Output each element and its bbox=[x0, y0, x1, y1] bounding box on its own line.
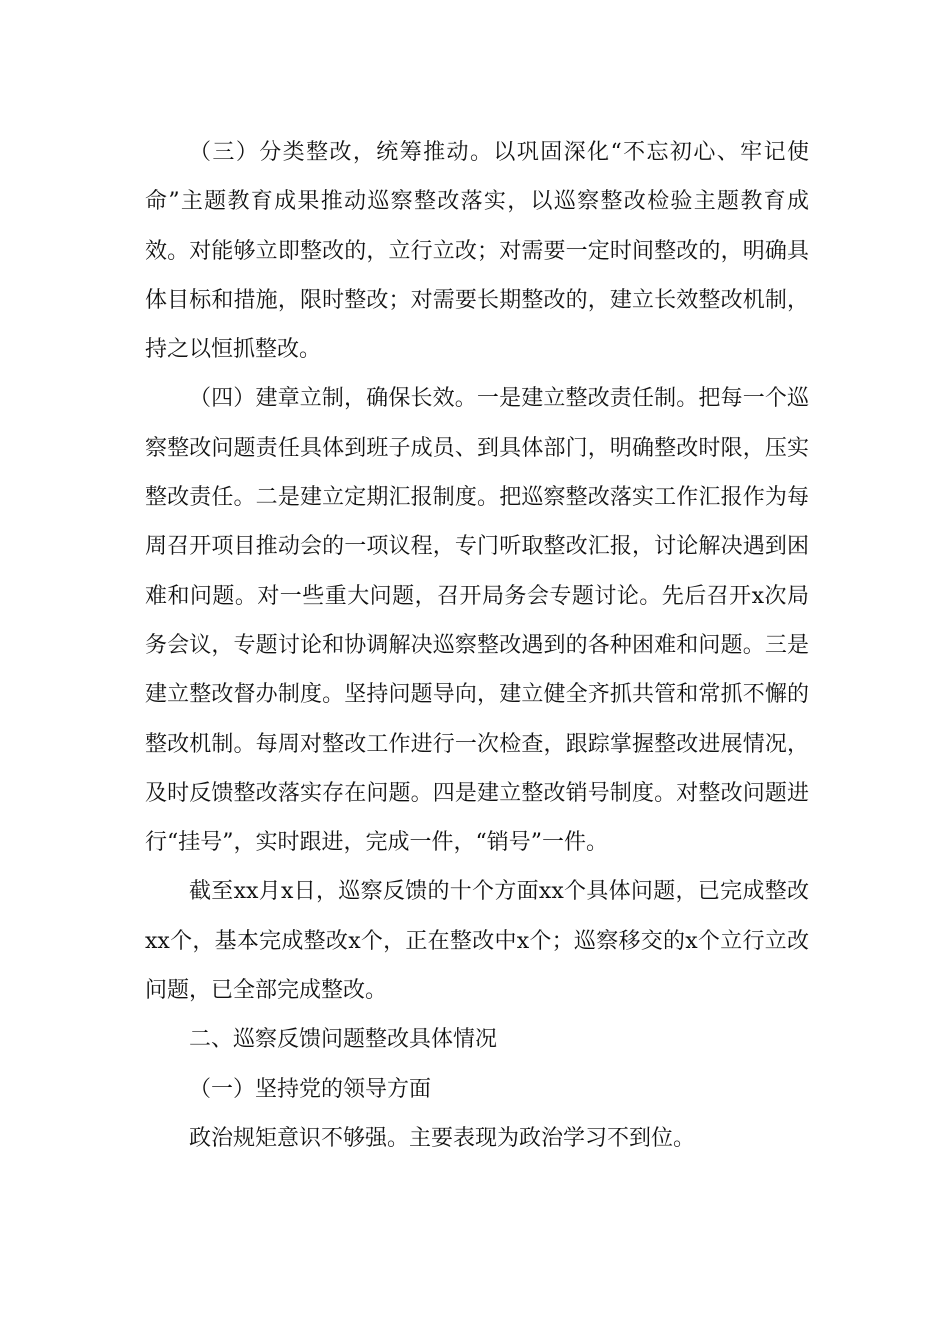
paragraph-institution-building: （四）建章立制，确保长效。一是建立整改责任制。把每一个巡察整改问题责任具体到班子成员、到具体部门，明确整改时限，压实整改责任。二是建立定期汇报制度。把巡察整改落实工作汇报作为每周召开项目推动会的一项议程，专门听取整改汇报，讨论解决遇到困难和问题。对一些重大问题，召开局务会专题讨论。先后召开x次局务会议，专题讨论和协调解决巡察整改遇到的各种困难和问题。三是建立整改督办制度。坚持问题导向，建立健全齐抓共管和常抓不懈的整改机制。每周对整改工作进行一次检查，跟踪掌握整改进展情况，及时反馈整改落实存在问题。四是建立整改销号制度。对整改问题进行“挂号”，实时跟进，完成一件，“销号”一件。 bbox=[145, 386, 809, 856]
document-body bbox=[145, 128, 809, 1163]
paragraph-political-discipline: 政治规矩意识不够强。主要表现为政治学习不到位。 bbox=[189, 1125, 696, 1151]
section-heading: 二、巡察反馈问题整改具体情况 bbox=[189, 1027, 498, 1053]
subsection-heading: （一）坚持党的领导方面 bbox=[189, 1076, 432, 1102]
paragraph-progress-summary: 截至xx月x日，巡察反馈的十个方面xx个具体问题，已完成整改xx个，基本完成整改x个，正在整改中x个；巡察移交的x个立行立改问题，已全部完成整改。 bbox=[145, 879, 809, 1004]
paragraph-classified-rectification: （三）分类整改，统筹推动。以巩固深化“不忘初心、牢记使命”主题教育成果推动巡察整改落实，以巡察整改检验主题教育成效。对能够立即整改的，立行立改；对需要一定时间整改的，明确具体目标和措施，限时整改；对需要长期整改的，建立长效整改机制，持之以恒抓整改。 bbox=[145, 140, 809, 363]
